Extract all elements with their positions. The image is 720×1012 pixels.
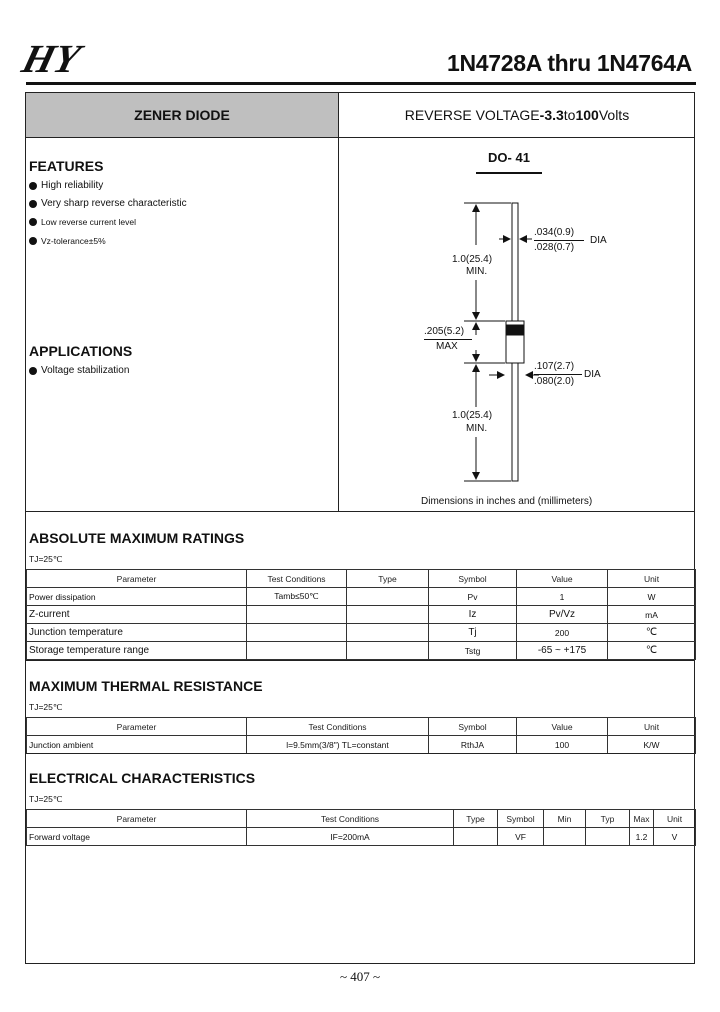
package-name-underline <box>476 172 542 174</box>
table-row: Junction temperature Tj 200 ℃ <box>27 624 696 642</box>
table-header-row: Parameter Test Conditions Symbol Value Unit <box>27 718 696 736</box>
voltage-range-banner <box>339 93 695 137</box>
body-dia-max: .107(2.7) <box>534 361 575 372</box>
abs-max-condition: TJ=25℃ <box>29 554 63 564</box>
lead-dia-label: DIA <box>590 235 607 246</box>
lead-length-top-note: MIN. <box>466 266 488 277</box>
thermal-title: MAXIMUM THERMAL RESISTANCE <box>29 678 263 694</box>
feature-item: Very sharp reverse characteristic <box>29 198 187 209</box>
page-number: ~ 407 ~ <box>339 969 381 984</box>
lead-top <box>512 203 518 321</box>
header-rule <box>26 82 696 85</box>
company-logo <box>17 36 156 81</box>
table-row: Forward voltage IF=200mA VF 1.2 V <box>27 828 696 846</box>
logo-text: HY <box>17 36 85 81</box>
voltage-max: 100 <box>575 107 599 123</box>
feature-item: Vz-tolerance±5% <box>29 236 106 246</box>
abs-max-title: ABSOLUTE MAXIMUM RATINGS <box>29 530 245 546</box>
bullet-icon <box>29 200 37 208</box>
voltage-dash: - <box>539 107 545 123</box>
lead-length-top: 1.0(25.4) <box>452 254 493 265</box>
body-length: .205(5.2) <box>424 326 465 337</box>
banner-bottom-rule <box>26 137 695 138</box>
voltage-to: to <box>563 107 576 123</box>
package-name: DO- 41 <box>488 150 530 165</box>
bullet-icon <box>29 237 37 245</box>
document-title: 1N4728A thru 1N4764A <box>447 50 692 76</box>
section-rule <box>26 511 695 512</box>
lead-dia-min: .028(0.7) <box>534 242 575 253</box>
voltage-min: 3.3 <box>544 107 564 123</box>
table-header-row: Parameter Test Conditions Type Symbol Min Typ Max Unit <box>27 810 696 828</box>
body-dia-label: DIA <box>584 369 601 380</box>
thermal-table <box>26 717 696 754</box>
fraction-rule <box>534 374 582 375</box>
voltage-label: REVERSE VOLTAGE <box>404 107 540 123</box>
voltage-unit: Volts <box>598 107 630 123</box>
applications-title: APPLICATIONS <box>29 343 133 359</box>
table-header-row: Parameter Test Conditions Type Symbol Value Unit <box>27 570 696 588</box>
fraction-rule <box>424 339 472 340</box>
section-rule <box>26 753 695 754</box>
electrical-condition: TJ=25℃ <box>29 794 63 804</box>
electrical-title: ELECTRICAL CHARACTERISTICS <box>29 770 256 786</box>
bullet-icon <box>29 182 37 190</box>
section-rule <box>26 660 695 661</box>
cathode-band <box>506 325 524 335</box>
feature-item: Low reverse current level <box>29 217 136 227</box>
lead-bottom <box>512 363 518 481</box>
features-title: FEATURES <box>29 158 104 174</box>
product-type: ZENER DIODE <box>134 107 230 123</box>
table-row: Junction ambient l=9.5mm(3/8") TL=constant RthJA 100 K/W <box>27 736 696 754</box>
lead-length-bottom-note: MIN. <box>466 423 488 434</box>
package-outline-drawing <box>339 175 695 495</box>
fraction-rule <box>534 240 584 241</box>
product-type-banner <box>26 93 338 137</box>
thermal-condition: TJ=25℃ <box>29 702 63 712</box>
bullet-icon <box>29 367 37 375</box>
body-length-note: MAX <box>436 341 458 352</box>
table-row: Z-current Iz Pv/Vz mA <box>27 606 696 624</box>
body-dia-min: .080(2.0) <box>534 376 575 387</box>
table-row: Power dissipation Tamb≤50℃ Pv 1 W <box>27 588 696 606</box>
electrical-table <box>26 809 696 846</box>
abs-max-table <box>26 569 696 660</box>
lead-dia-max: .034(0.9) <box>534 227 575 238</box>
application-item: Voltage stabilization <box>29 365 129 376</box>
lead-length-bottom: 1.0(25.4) <box>452 410 493 421</box>
table-row: Storage temperature range Tstg -65 ~ +175 ℃ <box>27 642 696 660</box>
feature-item: High reliability <box>29 180 103 191</box>
dimensions-caption: Dimensions in inches and (millimeters) <box>421 496 593 507</box>
bullet-icon <box>29 218 37 226</box>
